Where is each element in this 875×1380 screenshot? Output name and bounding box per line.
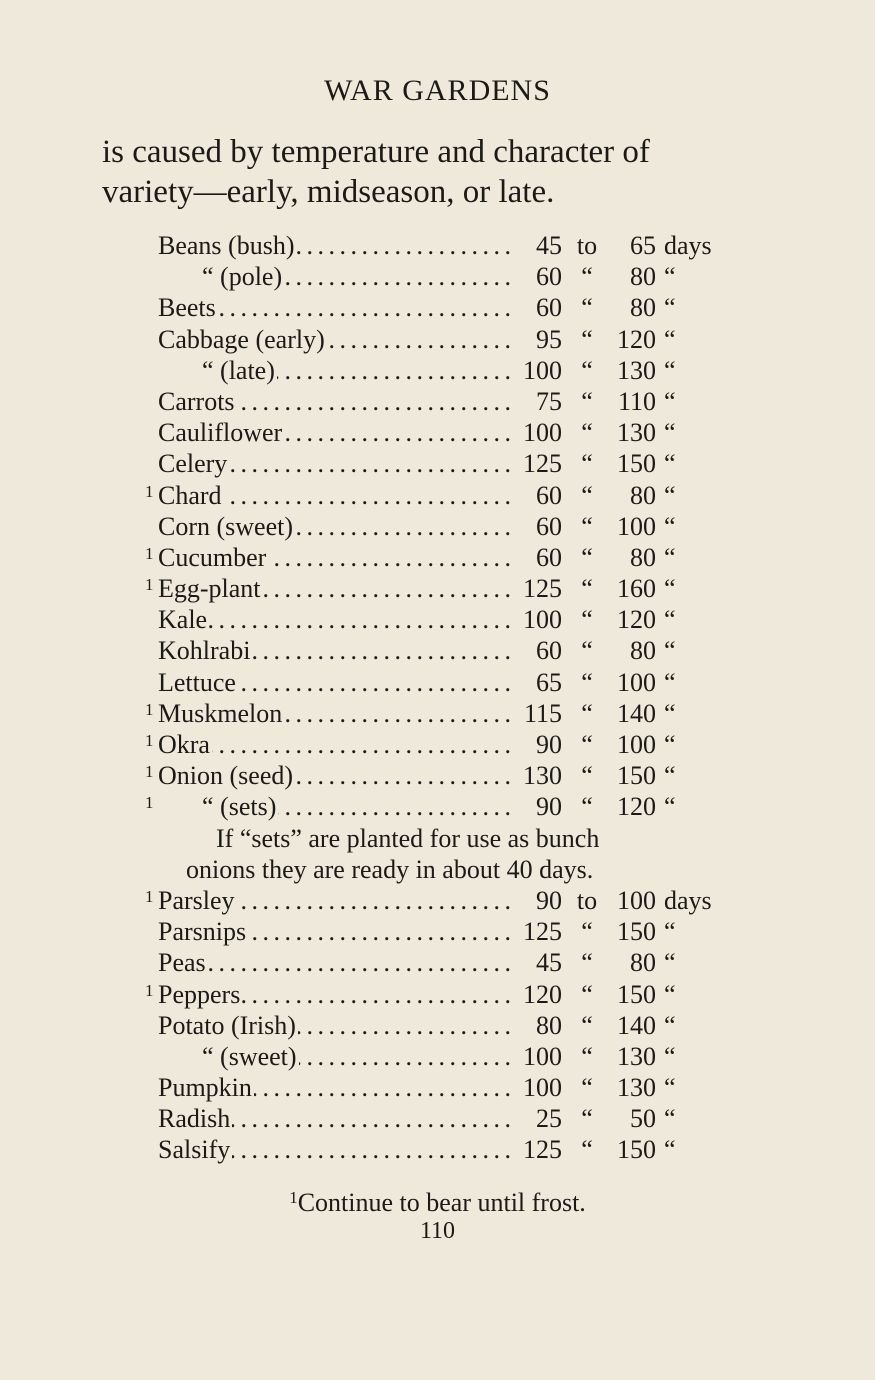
days-to: 65 [630, 231, 656, 260]
range-separator: “ [581, 542, 593, 572]
range-separator: “ [581, 386, 593, 416]
range-separator: “ [581, 761, 593, 791]
days-from: 90 [536, 885, 562, 915]
days-from: 60 [536, 636, 562, 666]
vegetable-name [158, 386, 510, 417]
vegetable-name [158, 1072, 510, 1103]
days-to: 100 [617, 511, 656, 541]
vegetable-name [158, 979, 510, 1010]
days-from: 125 [523, 574, 562, 604]
table-row [0, 729, 875, 760]
unit: “ [664, 1010, 676, 1040]
days-to: 80 [630, 262, 656, 292]
vegetable-label: Onion (seed) [158, 761, 294, 791]
days-from: 45 [536, 231, 562, 260]
range-separator: “ [581, 1135, 593, 1165]
range-separator: “ [581, 1041, 593, 1071]
vegetable-name [158, 635, 510, 666]
footnote-text: Continue to bear until frost. [297, 1188, 586, 1217]
table-row [0, 573, 875, 604]
range-separator: “ [581, 979, 593, 1009]
days-to: 150 [617, 1135, 656, 1165]
unit: “ [664, 386, 676, 416]
unit: days [664, 885, 712, 915]
vegetable-label: Peas [158, 948, 206, 978]
running-head: WAR GARDENS [324, 74, 551, 107]
range-separator: “ [581, 511, 593, 541]
vegetable-label: Cabbage (early) [158, 324, 325, 354]
footnote-mark: 1 [145, 543, 154, 563]
days-from: 100 [523, 605, 562, 635]
range-separator: “ [581, 449, 593, 479]
vegetable-name [158, 760, 510, 791]
table-row [0, 760, 875, 791]
vegetable-name [158, 1041, 510, 1072]
table-row [0, 979, 875, 1010]
footnote-mark: 1 [145, 762, 154, 782]
unit: “ [664, 605, 676, 635]
days-to: 150 [617, 761, 656, 791]
unit: “ [664, 293, 676, 323]
vegetable-name [158, 729, 510, 760]
days-from: 115 [523, 698, 562, 728]
days-from: 130 [523, 761, 562, 791]
vegetable-label: Kale [158, 605, 208, 635]
vegetable-name [158, 791, 510, 822]
days-from: 45 [536, 948, 562, 978]
days-to: 110 [617, 386, 656, 416]
days-to: 130 [617, 418, 656, 448]
vegetable-name [158, 480, 510, 511]
unit: “ [664, 1135, 676, 1165]
unit: days [664, 231, 712, 260]
table-row [0, 635, 875, 666]
range-separator: to [576, 231, 598, 260]
days-to: 130 [617, 355, 656, 385]
table-row [0, 698, 875, 729]
days-from: 60 [536, 293, 562, 323]
vegetable-name [158, 324, 510, 355]
days-to: 120 [617, 605, 656, 635]
range-separator: “ [581, 917, 593, 947]
unit: “ [664, 1104, 676, 1134]
unit: “ [664, 262, 676, 292]
table-row [0, 1134, 875, 1165]
vegetable-name [158, 667, 510, 698]
days-from: 90 [536, 730, 562, 759]
days-to: 130 [617, 1073, 656, 1103]
days-to: 140 [617, 698, 656, 728]
table-row [0, 1041, 875, 1072]
range-separator: “ [581, 355, 593, 385]
table-row [0, 324, 875, 355]
days-to: 120 [617, 324, 656, 354]
unit: “ [664, 948, 676, 978]
table-row [0, 791, 875, 822]
table-row [0, 355, 875, 386]
unit: “ [664, 730, 676, 759]
unit: “ [664, 355, 676, 385]
intro-line: is caused by temperature and character of [102, 134, 650, 170]
unit: “ [664, 761, 676, 791]
table-row [0, 292, 875, 323]
days-to: 80 [630, 948, 656, 978]
vegetable-label: Cauliflower [158, 418, 283, 448]
range-separator: “ [581, 480, 593, 510]
range-separator: “ [581, 1073, 593, 1103]
days-to: 150 [617, 449, 656, 479]
range-separator: “ [581, 1010, 593, 1040]
days-to: 140 [617, 1010, 656, 1040]
vegetable-label: Celery [158, 449, 228, 479]
vegetable-name [158, 698, 510, 729]
vegetable-name [158, 261, 510, 292]
footnote-mark: 1 [145, 731, 154, 750]
table-row [0, 916, 875, 947]
days-from: 120 [523, 979, 562, 1009]
vegetable-label: Salsify [158, 1135, 231, 1165]
vegetable-label: Pumpkin [158, 1073, 252, 1103]
days-from: 80 [536, 1010, 562, 1040]
table-row [0, 230, 875, 261]
days-from: 60 [536, 542, 562, 572]
footnote-mark: 1 [289, 1188, 298, 1207]
unit: “ [664, 1073, 676, 1103]
table-row [0, 511, 875, 542]
vegetable-name [158, 916, 510, 947]
vegetable-label: Parsnips [158, 917, 247, 947]
footnote-mark: 1 [145, 793, 154, 813]
maturity-table [0, 230, 875, 1166]
unit: “ [664, 480, 676, 510]
vegetable-label: Egg-plant [158, 574, 261, 604]
table-row [0, 1010, 875, 1041]
vegetable-label: Corn (sweet) [158, 511, 294, 541]
days-to: 160 [617, 574, 656, 604]
vegetable-name [158, 947, 510, 978]
days-from: 100 [523, 418, 562, 448]
footnote-mark: 1 [145, 699, 154, 719]
days-to: 80 [630, 542, 656, 572]
range-separator: to [576, 885, 598, 915]
range-separator: “ [581, 730, 593, 759]
vegetable-label: “ (sweet) [158, 1042, 299, 1071]
vegetable-label: Kohlrabi [158, 636, 251, 666]
page-number: 110 [419, 1218, 456, 1244]
range-separator: “ [581, 262, 593, 292]
vegetable-name [158, 542, 510, 573]
days-from: 100 [523, 1041, 562, 1071]
footnote-mark: 1 [145, 980, 154, 1000]
unit: “ [664, 449, 676, 479]
days-to: 80 [630, 636, 656, 666]
days-to: 80 [630, 293, 656, 323]
vegetable-name [158, 448, 510, 479]
unit: “ [664, 574, 676, 604]
range-separator: “ [581, 605, 593, 635]
table-row [0, 604, 875, 635]
note-line: If “sets” are planted for use as bunch [216, 823, 600, 853]
table-row [0, 480, 875, 511]
vegetable-label: Beans (bush) [158, 231, 295, 260]
vegetable-label: Peppers [158, 979, 241, 1009]
footnote-mark: 1 [145, 886, 154, 906]
unit: “ [664, 636, 676, 666]
unit: “ [664, 542, 676, 572]
table-row [0, 667, 875, 698]
days-from: 60 [536, 511, 562, 541]
range-separator: “ [581, 792, 593, 822]
vegetable-label: Chard [158, 480, 222, 510]
table-row [0, 542, 875, 573]
days-from: 100 [523, 355, 562, 385]
days-to: 100 [617, 730, 656, 759]
table-row [0, 448, 875, 479]
unit: “ [664, 1041, 676, 1071]
intro-paragraph [102, 132, 782, 212]
range-separator: “ [581, 698, 593, 728]
table-row [0, 1103, 875, 1134]
unit: “ [664, 511, 676, 541]
days-to: 50 [630, 1104, 656, 1134]
footnote-mark: 1 [145, 575, 154, 595]
vegetable-name [158, 604, 510, 635]
vegetable-name [158, 355, 510, 386]
days-to: 120 [617, 792, 656, 822]
vegetable-label: Beets [158, 293, 216, 323]
table-row [0, 885, 875, 916]
days-from: 60 [536, 480, 562, 510]
days-from: 100 [523, 1073, 562, 1103]
range-separator: “ [581, 293, 593, 323]
vegetable-label: Parsley [158, 885, 235, 915]
unit: “ [664, 792, 676, 822]
vegetable-name [158, 885, 510, 916]
range-separator: “ [581, 636, 593, 666]
unit: “ [664, 418, 676, 448]
days-from: 125 [523, 449, 562, 479]
footnote [0, 1188, 875, 1218]
days-to: 130 [617, 1041, 656, 1071]
range-separator: “ [581, 948, 593, 978]
vegetable-name [158, 1103, 510, 1134]
vegetable-label: Cucumber [158, 542, 267, 572]
table-row [0, 417, 875, 448]
days-to: 100 [617, 885, 656, 915]
unit: “ [664, 917, 676, 947]
footnote-mark: 1 [145, 481, 154, 501]
vegetable-name [158, 1134, 510, 1165]
days-from: 75 [536, 386, 562, 416]
vegetable-label: Okra [158, 730, 210, 759]
table-row [0, 947, 875, 978]
days-from: 95 [536, 324, 562, 354]
vegetable-name [158, 573, 510, 604]
range-separator: “ [581, 418, 593, 448]
vegetable-name [158, 230, 510, 261]
table-row [0, 261, 875, 292]
vegetable-label: “ (sets) [158, 792, 278, 821]
days-to: 100 [617, 667, 656, 697]
vegetable-name [158, 511, 510, 542]
unit: “ [664, 667, 676, 697]
vegetable-label: “ (late) [158, 356, 277, 385]
vegetable-label: Radish [158, 1104, 231, 1134]
days-from: 125 [523, 917, 562, 947]
days-from: 25 [536, 1104, 562, 1134]
intro-line: variety—early, midseason, or late. [102, 174, 555, 210]
table-row [0, 386, 875, 417]
vegetable-label: Lettuce [158, 667, 236, 697]
vegetable-label: “ (pole) [158, 262, 284, 291]
vegetable-label: Potato (Irish) [158, 1010, 296, 1040]
range-separator: “ [581, 1104, 593, 1134]
days-from: 60 [536, 262, 562, 292]
days-to: 80 [630, 480, 656, 510]
vegetable-name [158, 417, 510, 448]
days-from: 125 [523, 1135, 562, 1165]
range-separator: “ [581, 574, 593, 604]
unit: “ [664, 698, 676, 728]
note-line: onions they are ready in about 40 days. [186, 854, 594, 884]
days-to: 150 [617, 917, 656, 947]
vegetable-name [158, 1010, 510, 1041]
vegetable-name [158, 292, 510, 323]
range-separator: “ [581, 324, 593, 354]
days-to: 150 [617, 979, 656, 1009]
table-row [0, 1072, 875, 1103]
days-from: 90 [536, 792, 562, 822]
unit: “ [664, 324, 676, 354]
vegetable-label: Muskmelon [158, 698, 283, 728]
range-separator: “ [581, 667, 593, 697]
unit: “ [664, 979, 676, 1009]
days-from: 65 [536, 667, 562, 697]
vegetable-label: Carrots [158, 386, 235, 416]
